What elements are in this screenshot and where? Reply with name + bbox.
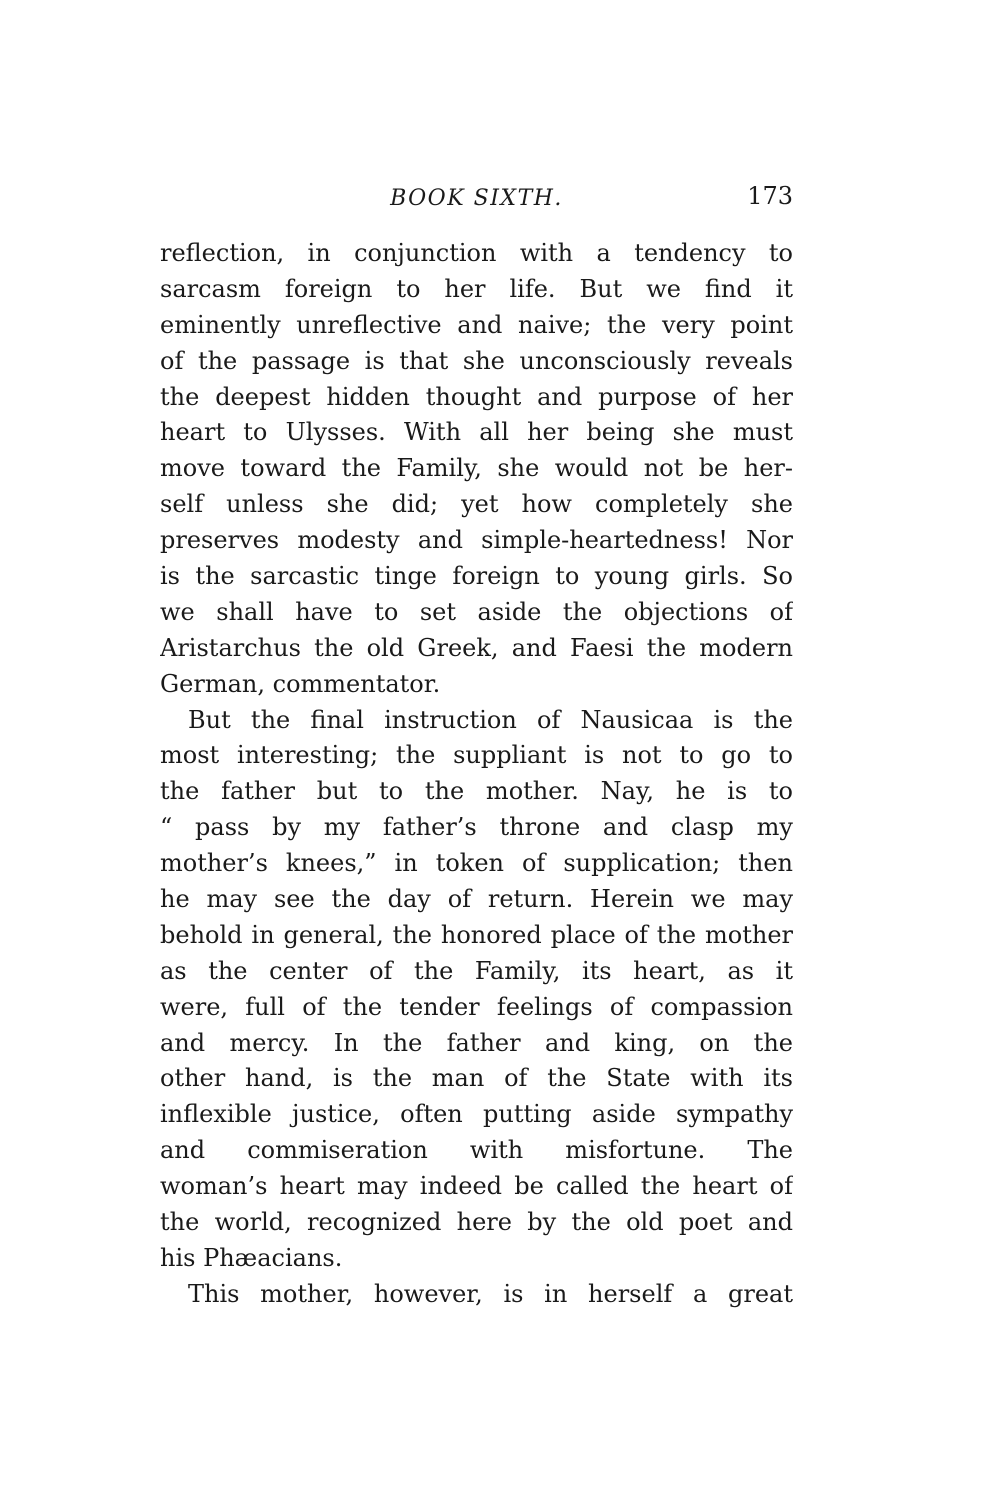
text-line: of the passage is that she unconsciously reveals <box>160 346 793 375</box>
text-line: we shall have to set aside the objections of <box>160 597 793 626</box>
text-line: behold in general, the honored place of the mother <box>160 920 793 949</box>
text-line: self unless she did; yet how completely she <box>160 490 793 519</box>
running-title: BOOK SIXTH. <box>390 186 563 211</box>
text-line: the father but to the mother. Nay, he is to <box>160 777 793 806</box>
text-line: and mercy. In the father and king, on the <box>160 1028 793 1057</box>
text-line: preserves modesty and simple-heartedness! Nor <box>160 526 793 555</box>
text-line: “ pass by my father’s throne and clasp my <box>160 813 793 842</box>
text-line: woman’s heart may indeed be called the heart of <box>160 1172 793 1201</box>
text-line: and commiseration with misfortune. The <box>160 1136 793 1165</box>
text-line: sarcasm foreign to her life. But we find it <box>160 274 793 303</box>
text-line: mother’s knees,” in token of supplication; then <box>160 849 793 878</box>
text-line: But the final instruction of Nausicaa is the <box>188 705 793 734</box>
text-line: he may see the day of return. Herein we may <box>160 885 793 914</box>
paragraph <box>160 236 793 703</box>
text-line: other hand, is the man of the State with its <box>160 1064 793 1093</box>
body-text <box>160 236 793 1313</box>
text-line: most interesting; the suppliant is not to go to <box>160 741 793 770</box>
text-line: Aristarchus the old Greek, and Faesi the modern <box>160 633 793 662</box>
paragraph <box>160 1277 793 1313</box>
text-line: the deepest hidden thought and purpose of her <box>160 382 793 411</box>
text-line: This mother, however, is in herself a great <box>188 1279 793 1308</box>
text-line: heart to Ulysses. With all her being she must <box>160 418 793 447</box>
text-line: his Phæacians. <box>160 1243 343 1272</box>
text-line: as the center of the Family, its heart, as it <box>160 956 793 985</box>
text-line: reflection, in conjunction with a tendency to <box>160 239 793 267</box>
text-line: eminently unreflective and naive; the very point <box>160 310 793 339</box>
text-line: is the sarcastic tinge foreign to young girls. So <box>160 562 793 591</box>
text-line: German, commentator. <box>160 669 441 698</box>
text-line: the world, recognized here by the old poet and <box>160 1208 793 1237</box>
text-line: inflexible justice, often putting aside sympathy <box>160 1100 793 1129</box>
running-head <box>160 178 793 218</box>
paragraph <box>160 703 793 1277</box>
text-line: were, full of the tender feelings of compassion <box>160 992 793 1021</box>
page-number: 173 <box>747 182 793 210</box>
text-line: move toward the Family, she would not be her- <box>160 454 793 483</box>
